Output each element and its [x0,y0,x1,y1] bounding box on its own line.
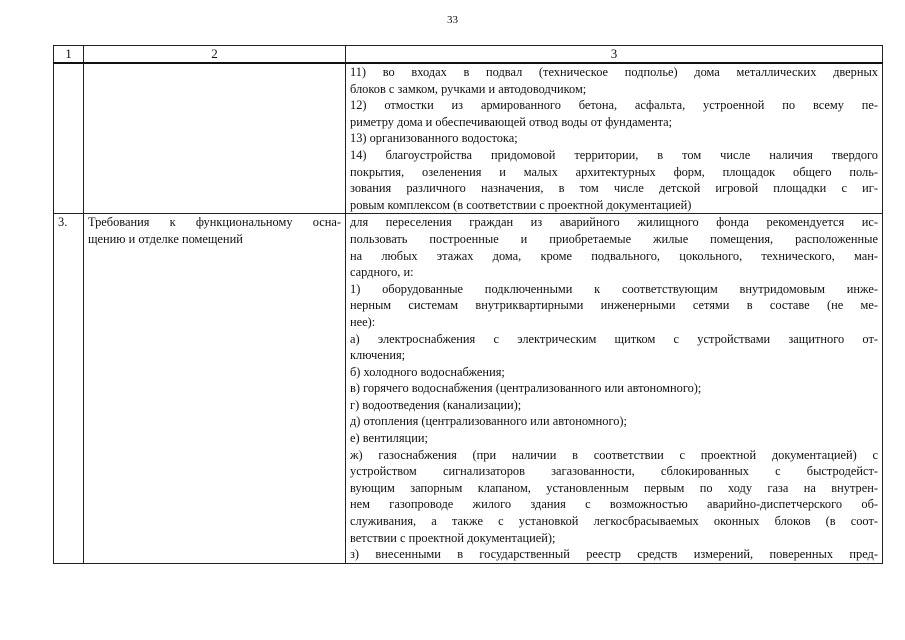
requirements-table [53,45,883,564]
requirement-description-line: зования различного назначения, в том числе детской игровой площадки с иг- [350,181,878,196]
requirement-description-line: 13) организованного водостока; [350,131,518,146]
requirement-description-line: ключения; [350,348,406,363]
requirement-description-line: 12) отмостки из армированного бетона, асфальта, устроенной по всему пе- [350,98,878,113]
requirement-description-line: устройством сигнализаторов загазованности, сблокированных с быстродейст- [350,464,878,479]
row-number-cell [54,63,84,214]
requirement-description-line: покрытия, озеленения и малых архитектурных форм, площадок общего поль- [350,164,878,179]
table-body [54,63,883,563]
table-row [54,63,883,214]
requirement-description-line: 14) благоустройства придомовой территории, в том числе наличия твердого [350,147,878,162]
requirement-name-line: щению и отделке помещений [88,231,243,246]
header-col-3: 3 [346,46,883,64]
table-header-row [54,46,883,64]
header-col-2: 2 [84,46,346,64]
requirement-description-line: нерным системам внутриквартирными инженерными сетями в составе (не ме- [350,298,878,313]
requirement-description-line: в) горячего водоснабжения (централизованного или автономного); [350,381,702,396]
requirement-description-line: сардного, и: [350,265,414,280]
requirement-description-line: блоков с замком, ручками и автодоводчиком; [350,81,587,96]
requirement-description-cell [346,63,883,214]
requirement-description-line: а) электроснабжения с электрическим щитком с устройствами защитного от- [350,331,878,346]
requirement-description-line: служивания, а также с установкой легкосбрасываемых оконных блоков (в соот- [350,514,878,529]
table-row [54,214,883,563]
requirement-description-line: на любых этажах дома, кроме подвального, цокольного, технического, ман- [350,248,878,263]
requirement-description-line: для переселения граждан из аварийного жилищного фонда рекомендуется ис- [350,215,878,230]
requirement-name-cell [84,63,346,214]
requirement-description-line: ровым комплексом (в соответствии с проектной документацией) [350,197,692,212]
requirement-description-line: пользовать построенные и приобретаемые жилые помещения, расположенные [350,231,878,246]
requirement-description-line: б) холодного водоснабжения; [350,364,505,379]
requirement-name-line: Требования к функциональному осна- [88,215,341,230]
requirement-description-line: ж) газоснабжения (при наличии в соответствии с проектной документацией) с [350,447,878,462]
requirement-description-line: ветствии с проектной документацией); [350,530,556,545]
requirement-description-line: з) внесенными в государственный реестр средств измерений, поверенных пред- [350,547,878,562]
requirement-description-line: д) отопления (централизованного или автономного); [350,414,628,429]
requirement-description-line: г) водоотведения (канализации); [350,397,522,412]
row-number-cell: 3. [54,214,84,563]
requirement-description-line: е) вентиляции; [350,431,428,446]
header-col-1: 1 [54,46,84,64]
requirement-description-line: 1) оборудованные подключенными к соответствующим внутридомовым инже- [350,281,878,296]
requirement-description-line: нее): [350,314,376,329]
page-number: 33 [447,14,458,26]
requirement-description-line: нем газопроводе жилого здания с возможностью аварийно-диспетчерского об- [350,497,878,512]
requirement-name-cell [84,214,346,563]
requirement-description-line: риметру дома и обеспечивающей отвод воды от фундамента; [350,114,673,129]
requirement-description-line: вующим запорным клапаном, установленным первым по ходу газа на внутрен- [350,480,878,495]
requirement-description-cell [346,214,883,563]
requirement-description-line: 11) во входах в подвал (техническое подполье) дома металлических дверных [350,65,878,79]
